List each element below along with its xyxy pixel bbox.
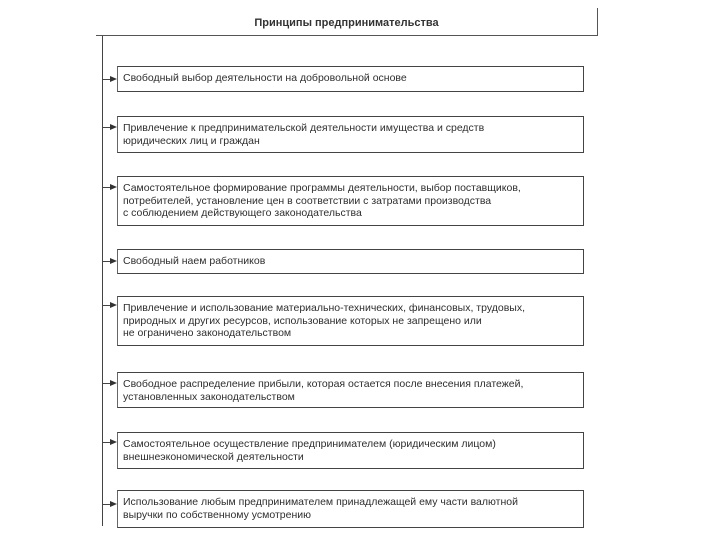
arrow-icon [110, 184, 117, 190]
arrow-icon [110, 124, 117, 130]
principle-box [117, 296, 584, 346]
principle-text: Свободное распределение прибыли, которая остается после внесения платежей, установленных законодательством [123, 378, 524, 403]
principle-box [117, 116, 584, 153]
arrow-icon [110, 258, 117, 264]
arrow-icon [110, 302, 117, 308]
principle-text: Самостоятельное формирование программы деятельности, выбор поставщиков, потребителей, установление цен в соответствии с затратами производства с соблюдением действующего законодательства [123, 182, 521, 219]
principle-box [117, 249, 584, 274]
diagram-title: Принципы предпринимательства [254, 17, 439, 29]
arrow-icon [110, 76, 117, 82]
principle-text: Привлечение и использование материально-технических, финансовых, трудовых, природных и других ресурсов, использование которых не запрещено или не ограничено законодательством [123, 302, 525, 339]
principle-text: Свободный выбор деятельности на добровольной основе [123, 72, 407, 84]
principle-box [117, 66, 584, 92]
principle-box [117, 490, 584, 528]
arrow-icon [110, 439, 117, 445]
arrow-icon [110, 380, 117, 386]
principle-text: Самостоятельное осуществление предпринимателем (юридическим лицом) внешнеэкономической деятельности [123, 438, 496, 463]
arrow-icon [110, 501, 117, 507]
title-box [96, 8, 598, 36]
principle-box [117, 432, 584, 469]
principle-box [117, 372, 584, 408]
trunk-line [102, 36, 103, 526]
principle-text: Привлечение к предпринимательской деятельности имущества и средств юридических лиц и граждан [123, 122, 485, 147]
principle-text: Использование любым предпринимателем принадлежащей ему части валютной выручки по собственному усмотрению [123, 496, 518, 521]
principle-text: Свободный наем работников [123, 255, 266, 267]
principle-box [117, 176, 584, 226]
